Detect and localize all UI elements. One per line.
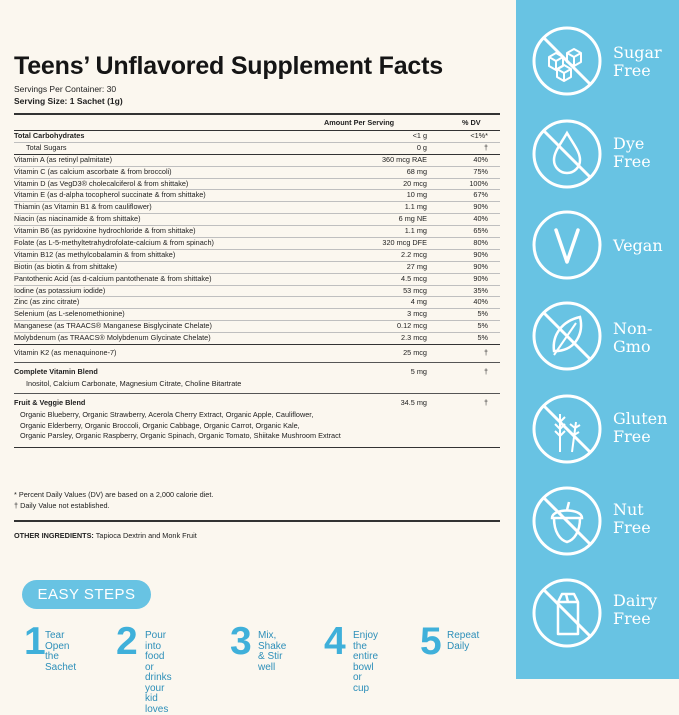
nutrient-name: Vitamin B12 (as methylcobalamin & from shittake) xyxy=(14,249,176,259)
page-title: Teens’ Unflavored Supplement Facts xyxy=(14,52,443,80)
badge-label-gluten-free: Gluten Free xyxy=(613,409,668,446)
nutrient-amount: 53 mcg xyxy=(403,285,427,295)
other-ingredients xyxy=(14,531,197,540)
complete-blend-desc: Inositol, Calcium Carbonate, Magnesium Citrate, Choline Bitartrate xyxy=(26,379,242,389)
nutrient-dv: 90% xyxy=(473,261,488,271)
nutrient-name: Vitamin D (as VegD3® cholecalciferol & from shittake) xyxy=(14,178,189,188)
nutrient-name: Manganese (as TRAACS® Manganese Bisglycinate Chelate) xyxy=(14,321,212,331)
nutrient-rows xyxy=(14,131,500,345)
nutrient-amount: 4.5 mcg xyxy=(401,273,427,283)
servings-per-container: Servings Per Container: 30 xyxy=(14,84,117,94)
nutrient-amount: 0.12 mcg xyxy=(396,321,427,331)
table-row xyxy=(14,167,500,179)
droplet-icon xyxy=(530,117,604,191)
easy-steps-badge: EASY STEPS xyxy=(22,580,151,609)
nutrient-amount: 1.1 mg xyxy=(404,202,427,212)
nutrient-amount: 20 mcg xyxy=(403,178,427,188)
nutrient-amount: <1 g xyxy=(412,131,427,140)
table-row xyxy=(14,309,500,321)
table-row xyxy=(14,202,500,214)
other-ingredients-label: OTHER INGREDIENTS: xyxy=(14,531,94,540)
facts-table xyxy=(14,113,500,448)
complete-blend-name: Complete Vitamin Blend xyxy=(14,367,98,377)
badge-label-vegan: Vegan xyxy=(613,236,663,255)
table-row xyxy=(14,226,500,238)
nutrient-dv: 67% xyxy=(473,190,488,200)
amount-header: Amount Per Serving xyxy=(324,118,395,127)
step-number: 1 xyxy=(24,620,46,663)
table-row xyxy=(14,321,500,333)
nutrient-dv: 90% xyxy=(473,273,488,283)
sugar-cubes-icon xyxy=(530,24,604,98)
table-row xyxy=(14,179,500,191)
serving-size: Serving Size: 1 Sachet (1g) xyxy=(14,96,123,106)
nutrient-name: Folate (as L-5-methyltetrahydrofolate-calcium & from spinach) xyxy=(14,238,214,248)
badge-label-non-gmo: Non- Gmo xyxy=(613,319,653,356)
nutrient-name: Molybdenum (as TRAACS® Molybdenum Glycinate Chelate) xyxy=(14,333,211,343)
table-row xyxy=(14,143,500,155)
nutrient-name: Zinc (as zinc citrate) xyxy=(14,297,80,307)
table-row xyxy=(14,131,500,143)
badge-label-dairy-free: Dairy Free xyxy=(613,591,658,628)
complete-blend-amount: 5 mg xyxy=(410,367,427,377)
nutrient-dv: 40% xyxy=(473,214,488,224)
nutrient-name: Vitamin A (as retinyl palmitate) xyxy=(14,154,113,164)
nutrient-amount: 0 g xyxy=(416,142,427,152)
table-row xyxy=(14,214,500,226)
nutrient-dv: † xyxy=(483,142,488,152)
milk-carton-icon xyxy=(530,576,604,650)
table-row xyxy=(14,190,500,202)
table-row xyxy=(14,297,500,309)
nutrient-amount: 2.3 mcg xyxy=(401,333,427,343)
nutrient-dv: 90% xyxy=(473,249,488,259)
step-number: 4 xyxy=(324,620,346,663)
fruit-blend-name: Fruit & Veggie Blend xyxy=(14,398,86,408)
nutrient-name: Vitamin B6 (as pyridoxine hydrochloride & from shittake) xyxy=(14,226,196,236)
step-text: Repeat Daily xyxy=(447,630,480,652)
nutrient-name: Biotin (as biotin & from shittake) xyxy=(14,261,118,271)
step-text: Tear Open the Sachet xyxy=(45,630,77,673)
nutrient-name: Vitamin C (as calcium ascorbate & from broccoli) xyxy=(14,166,172,176)
acorn-icon xyxy=(530,484,604,558)
nutrient-amount: 320 mcg DFE xyxy=(382,238,427,248)
divider xyxy=(14,520,500,522)
nutrient-amount: 27 mg xyxy=(406,261,427,271)
table-row xyxy=(14,155,500,167)
nutrient-dv: 5% xyxy=(477,309,488,319)
dv-header: % DV xyxy=(462,118,481,127)
nutrient-amount: 10 mg xyxy=(406,190,427,200)
table-row xyxy=(14,274,500,286)
fruit-blend-desc: Organic Blueberry, Organic Strawberry, Acerola Cherry Extract, Organic Apple, Cauliflower, Organic Elderberry, Organic Broccoli, Organic Cabbage, Organic Carrot, Organic Kale, Organic Parsley, Organic Raspberry, Organic Spinach, Organic Tomato, Shiitake Mushroom Extract xyxy=(20,410,341,441)
complete-blend-dv: † xyxy=(483,367,488,377)
step-text: Mix, Shake & Stir well xyxy=(258,630,287,673)
nutrient-amount: 6 mg NE xyxy=(398,214,427,224)
nutrient-name: Thiamin (as Vitamin B1 & from cauliflower) xyxy=(14,202,152,212)
badge-label-nut-free: Nut Free xyxy=(613,500,651,537)
nutrient-dv: 65% xyxy=(473,226,488,236)
step-text: Pour into food or drinks your kid loves xyxy=(145,630,172,715)
table-row xyxy=(14,333,500,345)
nutrient-name: Niacin (as niacinamide & from shittake) xyxy=(14,214,141,224)
v-icon xyxy=(530,208,604,282)
nutrient-name: Iodine (as potassium iodide) xyxy=(14,285,106,295)
nutrient-dv: 75% xyxy=(473,166,488,176)
leaf-icon xyxy=(530,299,604,373)
nutrient-amount: 68 mg xyxy=(406,166,427,176)
nutrient-name: Total Carbohydrates xyxy=(14,131,85,140)
fruit-blend-dv: † xyxy=(483,398,488,408)
fruit-blend-amount: 34.5 mg xyxy=(400,398,427,408)
nutrient-dv: <1%* xyxy=(470,131,488,140)
step-number: 5 xyxy=(420,620,442,663)
nutrient-dv: 35% xyxy=(473,285,488,295)
vitamin-k2-name: Vitamin K2 (as menaquinone-7) xyxy=(14,348,117,358)
nutrient-dv: 80% xyxy=(473,238,488,248)
badge-label-sugar-free: Sugar Free xyxy=(613,43,662,80)
vitamin-k2-dv: † xyxy=(483,348,488,358)
wheat-icon xyxy=(530,392,604,466)
table-row xyxy=(14,250,500,262)
nutrient-dv: 40% xyxy=(473,154,488,164)
table-row xyxy=(14,262,500,274)
nutrient-dv: 5% xyxy=(477,333,488,343)
vitamin-k2-row xyxy=(14,345,500,363)
nutrient-amount: 3 mcg xyxy=(407,309,427,319)
nutrient-name: Total Sugars xyxy=(26,142,67,152)
nutrient-dv: 5% xyxy=(477,321,488,331)
nutrient-amount: 1.1 mg xyxy=(404,226,427,236)
nutrient-amount: 360 mcg RAE xyxy=(381,154,427,164)
nutrient-name: Selenium (as L-selenomethionine) xyxy=(14,309,125,319)
fruit-blend-row xyxy=(14,394,500,448)
nutrient-amount: 4 mg xyxy=(410,297,427,307)
table-row xyxy=(14,238,500,250)
nutrient-name: Pantothenic Acid (as d-calcium pantothenate & from shittake) xyxy=(14,273,212,283)
vitamin-k2-amount: 25 mcg xyxy=(403,348,427,358)
nutrient-amount: 2.2 mcg xyxy=(401,249,427,259)
complete-blend-row xyxy=(14,363,500,394)
step-number: 3 xyxy=(230,620,252,663)
table-header xyxy=(14,113,500,131)
step-text: Enjoy the entire bowl or cup xyxy=(353,630,379,694)
nutrient-name: Vitamin E (as d-alpha tocopherol succinate & from shittake) xyxy=(14,190,206,200)
other-ingredients-value: Tapioca Dextrin and Monk Fruit xyxy=(93,531,197,540)
step-number: 2 xyxy=(116,620,138,663)
nutrient-dv: 90% xyxy=(473,202,488,212)
nutrient-dv: 40% xyxy=(473,297,488,307)
table-row xyxy=(14,286,500,298)
footnotes: * Percent Daily Values (DV) are based on a 2,000 calorie diet. † Daily Value not established. xyxy=(14,490,214,510)
badge-label-dye-free: Dye Free xyxy=(613,134,651,171)
nutrient-dv: 100% xyxy=(469,178,488,188)
